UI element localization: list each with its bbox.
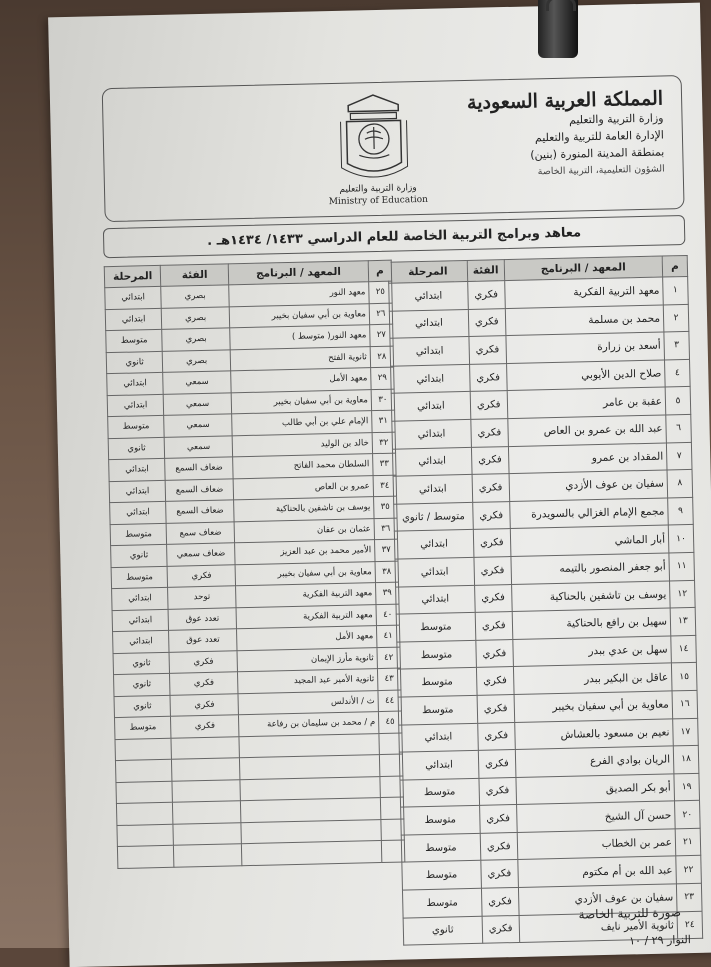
row-stage: ابتدائي (391, 364, 470, 393)
row-institute: معاوية بن أبي سفيان بخيبر (229, 303, 369, 328)
row-stage: ابتدائي (399, 723, 478, 752)
row-institute: سهيل بن رافع بالحناكية (512, 608, 671, 639)
row-stage (115, 738, 172, 761)
row-number: ٢٣ (676, 883, 702, 911)
row-number (379, 733, 402, 755)
row-stage: ابتدائي (105, 286, 162, 309)
row-category: فكري (476, 667, 514, 695)
row-category: فكري (170, 672, 238, 695)
letterhead (102, 75, 685, 222)
row-institute: أبو جعفر المنصور بالتيمه (511, 553, 670, 584)
row-stage: ابتدائي (396, 585, 475, 614)
row-stage: ابتدائي (393, 475, 472, 504)
row-stage: متوسط (402, 861, 481, 890)
row-category: فكري (167, 564, 235, 587)
row-number: ١٦ (672, 690, 698, 718)
row-stage (117, 845, 174, 868)
letterhead-line-1: وزارة التربية والتعليم (568, 111, 664, 127)
row-stage (116, 781, 173, 804)
row-number: ١٧ (673, 718, 699, 746)
row-category: فكري (473, 529, 511, 557)
row-number: ٣ (664, 332, 690, 360)
row-institute: ثانوية مأرز الإيمان (237, 647, 377, 672)
row-stage: متوسط (397, 668, 476, 697)
document-title: معاهد وبرامج التربية الخاصة للعام الدراسي ١٤٣٣/ ١٤٣٤هـ . (103, 215, 686, 258)
row-number: ١١ (669, 552, 695, 580)
row-category (174, 844, 242, 867)
row-institute: عمر بن الخطاب (517, 829, 676, 860)
row-stage: متوسط (114, 716, 171, 739)
row-category: توحد (168, 586, 236, 609)
row-category: فكري (482, 915, 520, 943)
letterhead-line-2: الإدارة العامة للتربية والتعليم (534, 128, 665, 145)
row-number: ٥ (665, 387, 691, 415)
row-category: فكري (471, 446, 509, 474)
row-number: ٢٨ (370, 346, 393, 368)
row-stage: ابتدائي (392, 419, 471, 448)
row-institute: سفيان بن عوف الأزدي (509, 470, 668, 501)
row-number (381, 840, 404, 862)
row-category: فكري (474, 556, 512, 584)
row-stage: متوسط (398, 695, 477, 724)
row-institute: المقداد بن عمرو (508, 443, 667, 474)
row-institute: الريان بوادي الفرع (515, 746, 674, 777)
row-stage: ابتدائي (109, 480, 166, 503)
row-category: فكري (171, 715, 239, 738)
row-number: ٢٥ (369, 281, 392, 303)
row-stage: ثانوي (113, 652, 170, 675)
row-institute: السلطان محمد الفاتح (233, 454, 373, 479)
row-number: ٢٦ (369, 303, 392, 325)
row-number: ٣٥ (374, 496, 397, 518)
row-institute (241, 841, 381, 866)
row-category: فكري (467, 281, 505, 309)
row-institute: يوسف بن تاشفين بالحناكية (234, 497, 374, 522)
row-stage: متوسط (110, 523, 167, 546)
row-category: فكري (469, 363, 507, 391)
row-institute: معهد التربية الفكرية (236, 604, 376, 629)
row-number: ٢٩ (371, 367, 394, 389)
row-category: تعدد عوق (168, 607, 236, 630)
row-category: فكري (472, 501, 510, 529)
row-stage: متوسط (111, 566, 168, 589)
row-number: ٣٦ (374, 518, 397, 540)
row-category (173, 801, 241, 824)
row-stage: ابتدائي (394, 530, 473, 559)
row-stage: متوسط (396, 612, 475, 641)
row-stage (117, 824, 174, 847)
row-institute: معهد الأمل (231, 368, 371, 393)
row-number: ٤ (665, 359, 691, 387)
row-stage: ابتدائي (395, 557, 474, 586)
row-institute: م / محمد بن سليمان بن رفاعة (239, 712, 379, 737)
row-number: ٣٩ (375, 582, 398, 604)
row-category: فكري (479, 777, 517, 805)
row-category: بصري (162, 306, 230, 329)
row-stage: متوسط (108, 415, 165, 438)
row-institute: عثمان بن عفان (234, 518, 374, 543)
row-category: سمعي (164, 414, 232, 437)
row-category (171, 736, 239, 759)
row-category: فكري (471, 419, 509, 447)
row-stage: ابتدائي (107, 394, 164, 417)
row-category: سمعي (165, 435, 233, 458)
row-number: ٤٥ (378, 711, 401, 733)
row-number: ٤٤ (378, 690, 401, 712)
ministry-emblem-icon (328, 90, 420, 184)
row-category: بصري (163, 349, 231, 372)
row-category: سمعي (163, 371, 231, 394)
row-institute: معاوية بن أبي سفيان بخيبر (514, 691, 673, 722)
row-category: فكري (472, 474, 510, 502)
row-institute: حسن آل الشيخ (516, 801, 675, 832)
row-stage: متوسط (402, 888, 481, 917)
header-num: م (368, 260, 391, 282)
row-category: فكري (470, 391, 508, 419)
row-number: ١٣ (670, 607, 696, 635)
row-stage: ثانوي (114, 673, 171, 696)
row-stage: ثانوي (108, 437, 165, 460)
row-number: ١٠ (668, 525, 694, 553)
row-number (381, 819, 404, 841)
row-number: ٦ (666, 414, 692, 442)
row-number: ٣٠ (371, 389, 394, 411)
row-institute: مجمع الإمام الغزالي بالسويدرة (509, 498, 668, 529)
row-number: ٨ (667, 470, 693, 498)
row-institute: معاوية بن أبي سفيان بخيبر (231, 389, 371, 414)
row-stage (115, 759, 172, 782)
row-category: ضعاف السمع (165, 478, 233, 501)
row-stage: ابتدائي (399, 750, 478, 779)
row-category: فكري (480, 832, 518, 860)
row-number: ٢٤ (677, 911, 703, 939)
row-number: ١٤ (671, 635, 697, 663)
row-number: ٣٧ (375, 539, 398, 561)
row-number: ٣٤ (373, 475, 396, 497)
row-stage: ابتدائي (109, 458, 166, 481)
binder-clip (538, 0, 578, 58)
row-category (172, 779, 240, 802)
row-stage: ابتدائي (391, 392, 470, 421)
row-stage: متوسط (106, 329, 163, 352)
row-category: ضعاف السمع (165, 457, 233, 480)
row-institute: سهل بن عدي ببدر (513, 636, 672, 667)
row-category: فكري (475, 612, 513, 640)
row-institute: عبد الله بن أم مكتوم (518, 856, 677, 887)
row-category: فكري (474, 584, 512, 612)
row-category: فكري (170, 693, 238, 716)
row-stage: ابتدائي (113, 630, 170, 653)
footer-date: النوار ٢٩ / ١٠ (629, 933, 691, 948)
row-number: ١٢ (670, 580, 696, 608)
row-stage: متوسط / ثانوي (394, 502, 473, 531)
row-stage: متوسط (400, 778, 479, 807)
row-institute: ث / الأندلس (238, 690, 378, 715)
row-institute: نعيم بن مسعود بالعشاش (514, 718, 673, 749)
row-number: ٣٢ (372, 432, 395, 454)
kingdom-name: المملكة العربية السعودية (466, 87, 664, 114)
row-stage: متوسط (401, 833, 480, 862)
row-number (380, 776, 403, 798)
row-stage: ثانوي (106, 351, 163, 374)
row-institute: محمد بن مسلمة (505, 305, 664, 336)
header-num: م (662, 255, 687, 277)
row-category: تعدد عوق (169, 629, 237, 652)
row-number: ٢٠ (675, 801, 701, 829)
row-number: ٢٧ (370, 324, 393, 346)
footer-note: صورة للتربية الخاصة (578, 905, 682, 922)
row-category: سمعي (164, 392, 232, 415)
row-stage: ابتدائي (392, 447, 471, 476)
row-institute: معهد التربية الفكرية (236, 583, 376, 608)
row-institute: أسعد بن زرارة (506, 332, 665, 363)
row-number: ٣١ (372, 410, 395, 432)
row-institute: عبد الله بن عمرو بن العاص (508, 415, 667, 446)
header-institute: المعهد / البرنامج (504, 256, 663, 281)
row-stage: ابتدائي (105, 308, 162, 331)
row-number (380, 797, 403, 819)
row-category: ضعاف السمع (166, 500, 234, 523)
row-category: بصري (162, 328, 230, 351)
letterhead-text (466, 87, 665, 181)
row-category: فكري (477, 722, 515, 750)
row-institute: ثانوية الأمير نايف (519, 912, 678, 943)
row-stage: ابتدائي (112, 587, 169, 610)
row-number: ١٩ (674, 773, 700, 801)
header-category: الفئة (161, 264, 229, 287)
institutes-table-right (388, 255, 703, 946)
row-category: فكري (468, 308, 506, 336)
header-institute: المعهد / البرنامج (228, 261, 368, 285)
row-stage: ثانوي (403, 916, 482, 945)
row-stage: ابتدائي (112, 609, 169, 632)
header-stage: المرحلة (104, 265, 161, 287)
row-institute: الإمام علي بن أبي طالب (232, 411, 372, 436)
row-category: بصري (161, 285, 229, 308)
row-institute: معاوية بن أبي سفيان بخيبر (235, 561, 375, 586)
row-institute: صلاح الدين الأيوبي (506, 360, 665, 391)
row-institute: خالد بن الوليد (232, 432, 372, 457)
row-category: فكري (479, 805, 517, 833)
row-institute: معهد النور( متوسط ) (230, 325, 370, 350)
row-number: ٢ (663, 304, 689, 332)
row-stage: ابتدائي (107, 372, 164, 395)
ministry-name-ar: وزارة التربية والتعليم (339, 183, 417, 195)
row-number: ٢٢ (676, 856, 702, 884)
row-institute: أبو بكر الصديق (516, 774, 675, 805)
row-category: فكري (169, 650, 237, 673)
row-stage (116, 802, 173, 825)
row-stage: متوسط (401, 806, 480, 835)
row-institute: معهد النور (229, 282, 369, 307)
row-stage: ثانوي (111, 544, 168, 567)
row-category: ضعاف سمع (166, 521, 234, 544)
row-stage: ابتدائي (390, 337, 469, 366)
row-category: فكري (477, 694, 515, 722)
letterhead-line-4: الشؤون التعليمية، التربية الخاصة (537, 163, 665, 178)
row-institute: يوسف بن تاشفين بالحناكية (511, 580, 670, 611)
row-institute: معهد التربية الفكرية (504, 277, 663, 308)
row-category: فكري (469, 336, 507, 364)
header-category: الفئة (467, 260, 504, 282)
row-institute: ثانوية الفتح (230, 346, 370, 371)
ministry-name-en: Ministry of Education (328, 194, 428, 208)
row-institute: معهد الأمل (237, 626, 377, 651)
row-number: ٤٠ (376, 604, 399, 626)
row-number: ٤٢ (377, 647, 400, 669)
row-institute: ثانوية الأمير عبد المجيد (238, 669, 378, 694)
row-number (379, 754, 402, 776)
row-institute: أبار الماشي (510, 525, 669, 556)
row-institute: عقبة بن عامر (507, 387, 666, 418)
row-number: ١ (663, 276, 689, 304)
header-stage: المرحلة (388, 260, 467, 283)
row-number: ٧ (666, 442, 692, 470)
row-stage: ابتدائي (389, 309, 468, 338)
row-category: فكري (476, 639, 514, 667)
row-number: ٣٨ (375, 561, 398, 583)
row-category: فكري (478, 750, 516, 778)
row-number: ١٥ (671, 663, 697, 691)
row-number: ٤٣ (377, 668, 400, 690)
row-number: ٤١ (376, 625, 399, 647)
row-category (172, 758, 240, 781)
institutes-table-left (104, 260, 406, 869)
row-stage: ابتدائي (389, 281, 468, 310)
row-stage: ثانوي (114, 695, 171, 718)
letterhead-line-3: بمنطقة المدينة المنورة (بنين) (530, 145, 665, 162)
row-number: ١٨ (673, 745, 699, 773)
row-category: ضعاف سمعي (167, 543, 235, 566)
ministry-label (323, 182, 434, 208)
row-category (173, 822, 241, 845)
row-institute: عاقل بن البكير ببدر (513, 663, 672, 694)
row-institute: سفيان بن عوف الأزدي (518, 884, 677, 915)
row-number: ٩ (668, 497, 694, 525)
row-number: ٢١ (675, 828, 701, 856)
row-number: ٣٣ (373, 453, 396, 475)
row-institute: عمرو بن العاص (233, 475, 373, 500)
row-category: فكري (481, 860, 519, 888)
row-category: فكري (481, 888, 519, 916)
row-stage: ابتدائي (110, 501, 167, 524)
row-institute: الأمير محمد بن عبد العزيز (235, 540, 375, 565)
row-stage: متوسط (397, 640, 476, 669)
document-page (48, 3, 711, 967)
